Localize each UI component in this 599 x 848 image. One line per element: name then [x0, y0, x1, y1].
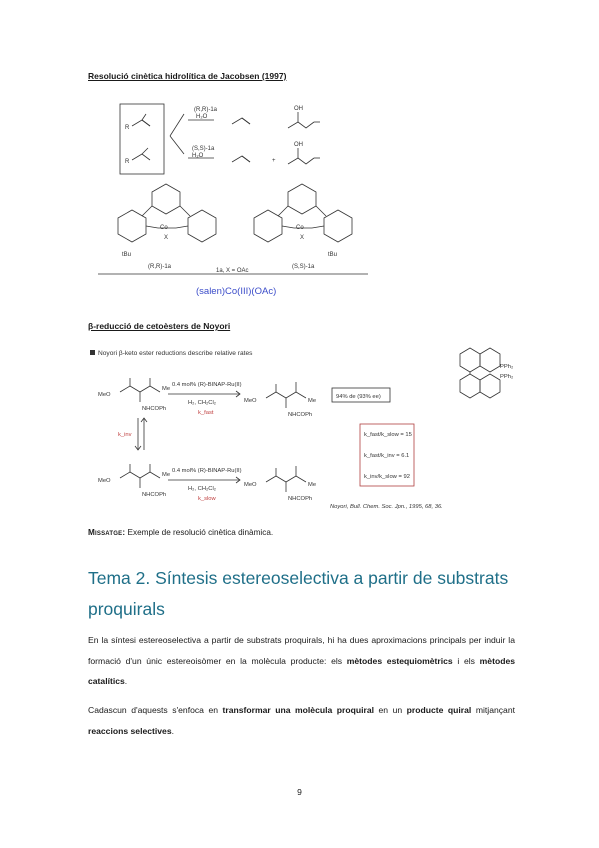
bullet-square: [90, 350, 95, 355]
plus-sign: +: [272, 158, 276, 164]
page-number: 9: [297, 787, 302, 797]
reagent-top-2: H₂, CH₂Cl₂: [188, 400, 217, 406]
reagent-bot-1: 0.4 mol% (R)-BINAP-Ru(II): [172, 468, 242, 474]
oh-label-2: OH: [294, 142, 303, 148]
meo-top-product: MeO: [244, 398, 257, 404]
cond-top-2: H₂O: [196, 114, 208, 120]
x-label-right: X: [300, 235, 305, 241]
nhcoph-bot-product: NHCOPh: [288, 496, 313, 502]
meo-bot-product: MeO: [244, 482, 257, 488]
ratio-1: k_fast/k_slow = 15: [364, 432, 412, 438]
para2-bold-3: reaccions selectives: [88, 725, 172, 736]
cat-right-label: (S,S)-1a: [292, 264, 315, 270]
para2-text-4: .: [171, 725, 174, 736]
oh-label-1: OH: [294, 106, 303, 112]
para2-text-3: mitjançant: [471, 705, 515, 715]
slide-title: Noyori β-keto ester reductions describe relative rates: [98, 350, 253, 357]
tbu-right: tBu: [328, 252, 338, 258]
para1-bold-2: mètodes catalítics: [88, 655, 515, 686]
para2-text-1: Cadascun d'aquests s'enfoca en: [88, 705, 223, 715]
cond-bot-2: H₂O: [192, 153, 204, 159]
cond-top-1: (R,R)-1a: [194, 107, 218, 113]
cat-left-label: (R,R)-1a: [148, 264, 172, 270]
me-top: Me: [162, 386, 171, 392]
figure-caption: [88, 528, 273, 537]
para2-bold-1: transformar una molècula proquiral: [222, 705, 375, 715]
me-top-product: Me: [308, 398, 317, 404]
paragraph-2: [88, 700, 515, 741]
pph2-a: PPh₂: [500, 364, 514, 370]
noyori-scheme-figure: [88, 340, 520, 520]
nhcoph-top-product: NHCOPh: [288, 412, 313, 418]
co-label-right: Co: [296, 225, 304, 231]
para1-text-1: En la síntesi estereoselectiva a partir de substrats proquirals, hi ha dues aproximacions principals per induir la formació d'un únic estereoisòmer en la molècula producte: els: [88, 635, 515, 666]
r-label-2: R: [125, 159, 130, 165]
cat-center-label: 1a, X = OAc: [216, 268, 249, 274]
reagent-top-1: 0.4 mol% (R)-BINAP-Ru(II): [172, 382, 242, 388]
chapter-heading: Tema 2. Síntesis estereoselectiva a partir de substrats proquirals: [88, 568, 509, 619]
me-bot: Me: [162, 472, 171, 478]
ratio-3: k_inv/k_slow = 92: [364, 474, 410, 480]
section-heading-jacobsen: Resolució cinètica hidrolítica de Jacobsen (1997): [88, 71, 287, 81]
cond-bot-1: (S,S)-1a: [192, 146, 215, 152]
k-slow-label: k_slow: [198, 496, 216, 502]
k-inv-label: k_inv: [118, 432, 132, 438]
nhcoph-top: NHCOPh: [142, 406, 167, 412]
reagent-bot-2: H₂, CH₂Cl₂: [188, 486, 217, 492]
meo-top: MeO: [98, 392, 111, 398]
section-heading-noyori: β-reducció de cetoèsters de Noyori: [88, 321, 231, 331]
co-label-left: Co: [160, 225, 168, 231]
ratio-2: k_fast/k_inv = 6.1: [364, 453, 410, 459]
nhcoph-bot: NHCOPh: [142, 492, 167, 498]
para1-text-2: i els: [452, 655, 480, 666]
caption-text: Exemple de resolució cinètica dinàmica.: [125, 528, 274, 537]
ee-box-text: 94% de (93% ee): [336, 394, 381, 400]
caption-label: Missatge:: [88, 528, 126, 537]
para2-bold-2: producte quiral: [406, 705, 472, 715]
para2-text-2: en un: [374, 705, 407, 715]
x-label-left: X: [164, 235, 169, 241]
para1-bold-1: mètodes estequiomètrics: [346, 655, 453, 666]
para1-text-3: .: [124, 676, 128, 686]
catalyst-label: (salen)Co(III)(OAc): [196, 286, 277, 297]
paragraph-1: [88, 630, 515, 692]
meo-bot: MeO: [98, 478, 111, 484]
k-fast-label: k_fast: [198, 410, 214, 416]
noyori-citation: Noyori, Bull. Chem. Soc. Jpn., 1995, 68, 36.: [330, 504, 443, 510]
me-bot-product: Me: [308, 482, 317, 488]
tbu-left: tBu: [122, 252, 132, 258]
r-label-1: R: [125, 125, 130, 131]
jacobsen-scheme-figure: [92, 98, 374, 278]
pph2-b: PPh₂: [500, 374, 514, 380]
